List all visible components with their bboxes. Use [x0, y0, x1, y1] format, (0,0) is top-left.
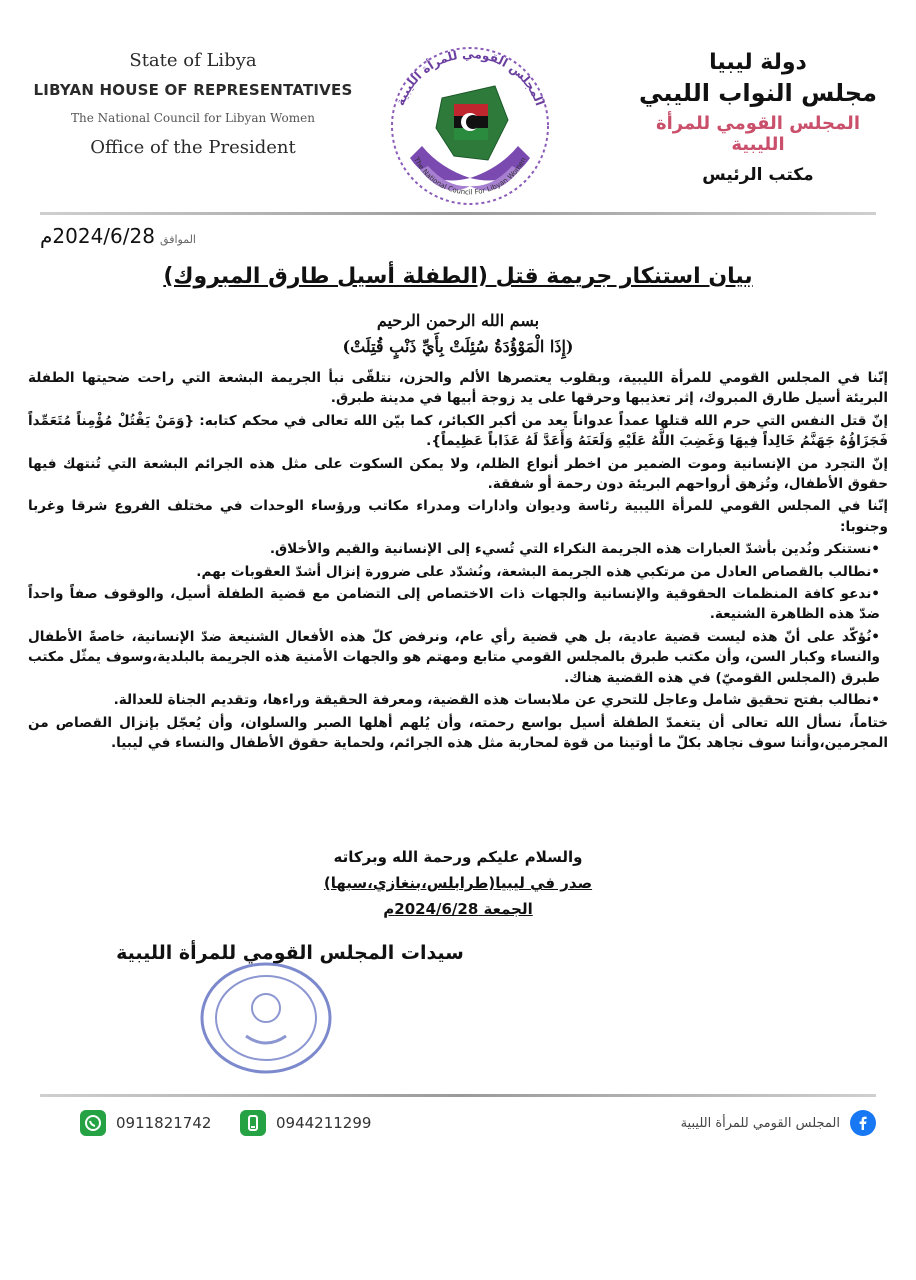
- facebook-label: المجلس القومي للمرأة الليبية: [680, 1115, 840, 1131]
- signature: سيدات المجلس القومي للمرأة الليبية: [116, 942, 464, 964]
- footer-divider: [40, 1094, 876, 1097]
- official-stamp: [196, 958, 336, 1078]
- svg-text:The National Council For Libya: The National Council For Libyan Women: [412, 156, 528, 197]
- basmala: بسم الله الرحمن الرحيم: [376, 311, 540, 330]
- bullet-item: •نُؤكّد على أنّ هذه ليست قضية عادية، بل هي قضية رأي عام، ونرفض كلّ هذه الأفعال الشنيعة ضدّ الإنسانية، خاصةً الأطفال والنساء وكبار السن، وأن مكتب طبرق بالمجلس القومي متابع ومهتم هو والجهات الأمنية هذه الجريمة بالبلدية،وسوف يمثّل مكتب طبرق (المجلس القوميّ) في هذه القضية هناك.: [28, 628, 880, 686]
- logo-emblem-icon: [370, 28, 570, 218]
- office-ar: مكتب الرئيس: [702, 165, 814, 185]
- svg-text:المجلس القومي للمرأة الليبية: المجلس القومي للمرأة الليبية: [393, 46, 548, 108]
- basmala-block: [200, 308, 716, 360]
- state-en: State of Libya: [129, 50, 257, 71]
- paragraph: إنّنا في المجلس القومي للمرأة الليبية رئاسة وديوان وادارات ومدراء مكاتب ورؤساء الوحدات في مختلف الفروع شرقا وغربا وجنوبا:: [28, 498, 888, 535]
- paragraph: إنّ التجرد من الإنسانية وموت الضمير من اخطر أنواع الظلم، ولا يمكن السكوت على مثل هذه الجرائم البشعة التي تُنتهك فيها حقوق الأطفال، وتُزهق أرواحهم البريئة دون رحمة أو شفقة.: [28, 455, 888, 493]
- office-en: Office of the President: [90, 137, 296, 158]
- date-line: [40, 224, 270, 252]
- house-en: LIBYAN HOUSE OF REPRESENTATIVES: [33, 81, 353, 99]
- date-label: الموافق: [160, 233, 196, 246]
- quran-verse: (إِذَا الْمَوْؤُدَةُ سُئِلَتْ بِأَيِّ ذَنْبٍ قُتِلَتْ): [342, 337, 574, 356]
- bullet-item: •ندعو كافة المنظمات الحقوقية والإنسانية والجهات ذات الاختصاص إلى التضامن مع قضية الطفلة أسيل، والوقوف صفاً واحداً ضدّ هذه الظاهرة الشنيعة.: [28, 586, 880, 623]
- bullet-item: •نطالب بفتح تحقيق شامل وعاجل للتحري عن ملابسات هذه القضية، ومعرفة الحقيقة وراءها، وتقديم الجناة للعدالة.: [113, 692, 880, 709]
- house-ar: مجلس النواب الليبي: [639, 79, 877, 107]
- statement-title: بيان استنكار جريمة قتل (الطفلة أسيل طارق المبروك): [163, 264, 753, 289]
- phone-number: 0944211299: [276, 1114, 372, 1132]
- closing-issued: صدر في ليبيا(طرابلس،بنغازي،سبها): [323, 874, 593, 892]
- date-value: 2024/6/28م: [40, 224, 155, 248]
- footer-contacts: [40, 1108, 876, 1148]
- bullet-item: •نستنكر ونُدين بأشدّ العبارات هذه الجريمة النكراء التي تُسيء إلى الإنسانية والقيم والأخلاق.: [269, 541, 880, 558]
- paragraph: إنّنا في المجلس القومي للمرأة الليبية، وبقلوب يعتصرها الألم والحزن، نتلقّى نبأ الجريمة البشعة التي راحت ضحيتها الطفلة البريئة أسيل طارق المبروك، إثر تعذيبها وحرقها على يد زوجة أبيها في مدينة طبرق.: [28, 370, 888, 407]
- whatsapp-contact[interactable]: [80, 1108, 211, 1138]
- statement-body: [28, 368, 888, 755]
- bullet-item: •نطالب بالقصاص العادل من مرتكبي هذه الجريمة البشعة، ونُشدّد على ضرورة إنزال أشدّ العقوبات بهم.: [196, 563, 880, 580]
- whatsapp-icon: [80, 1110, 106, 1136]
- closing-block: [200, 844, 716, 922]
- closing-salam: والسلام عليكم ورحمة الله وبركاته: [333, 848, 583, 866]
- council-ar: المجلس القومي للمرأة الليبية: [656, 113, 860, 155]
- header-english: [28, 48, 358, 158]
- phone-contact[interactable]: [240, 1108, 371, 1138]
- facebook-icon: [850, 1110, 876, 1136]
- conclusion-paragraph: ختاماً، نسأل الله تعالى أن يتغمدّ الطفلة أسيل بواسع رحمته، وأن يُلهم أهلها الصبر والسلوان، وأن يُعجّل بإنزال القصاص من المجرمين،وأننا سوف نجاهد بكلّ ما أوتينا من قوة لمحاربة مثل هذه الجرائم، ولحماية حقوق الأطفال والنساء في ليبيا.: [28, 714, 888, 751]
- stamp-seal-icon: [196, 958, 336, 1078]
- state-ar: دولة ليبيا: [709, 50, 807, 75]
- paragraph: إنّ قتل النفس التي حرم الله قتلها عمداً عدواناً يعد من أكبر الكبائر، كما بيّن الله تعالى في محكم كتابه: {وَمَنْ يَقْتُلْ مُؤْمِناً مُتَعَمِّداً فَجَزَاؤُهُ جَهَنَّمُ خَالِداً فِيهَا وَغَضِبَ اللَّهُ عَلَيْهِ وَلَعَنَهُ وَأَعَدَّ لَهُ عَذَاباً عَظِيماً}.: [28, 412, 888, 450]
- header-divider: [40, 212, 876, 215]
- council-logo: [370, 28, 570, 218]
- facebook-contact[interactable]: [681, 1108, 876, 1138]
- closing-day: الجمعة 2024/6/28م: [383, 900, 533, 918]
- council-en: The National Council for Libyan Women: [71, 111, 315, 125]
- phone-icon: [240, 1110, 266, 1136]
- whatsapp-number: 0911821742: [116, 1114, 212, 1132]
- header-arabic: [628, 50, 888, 185]
